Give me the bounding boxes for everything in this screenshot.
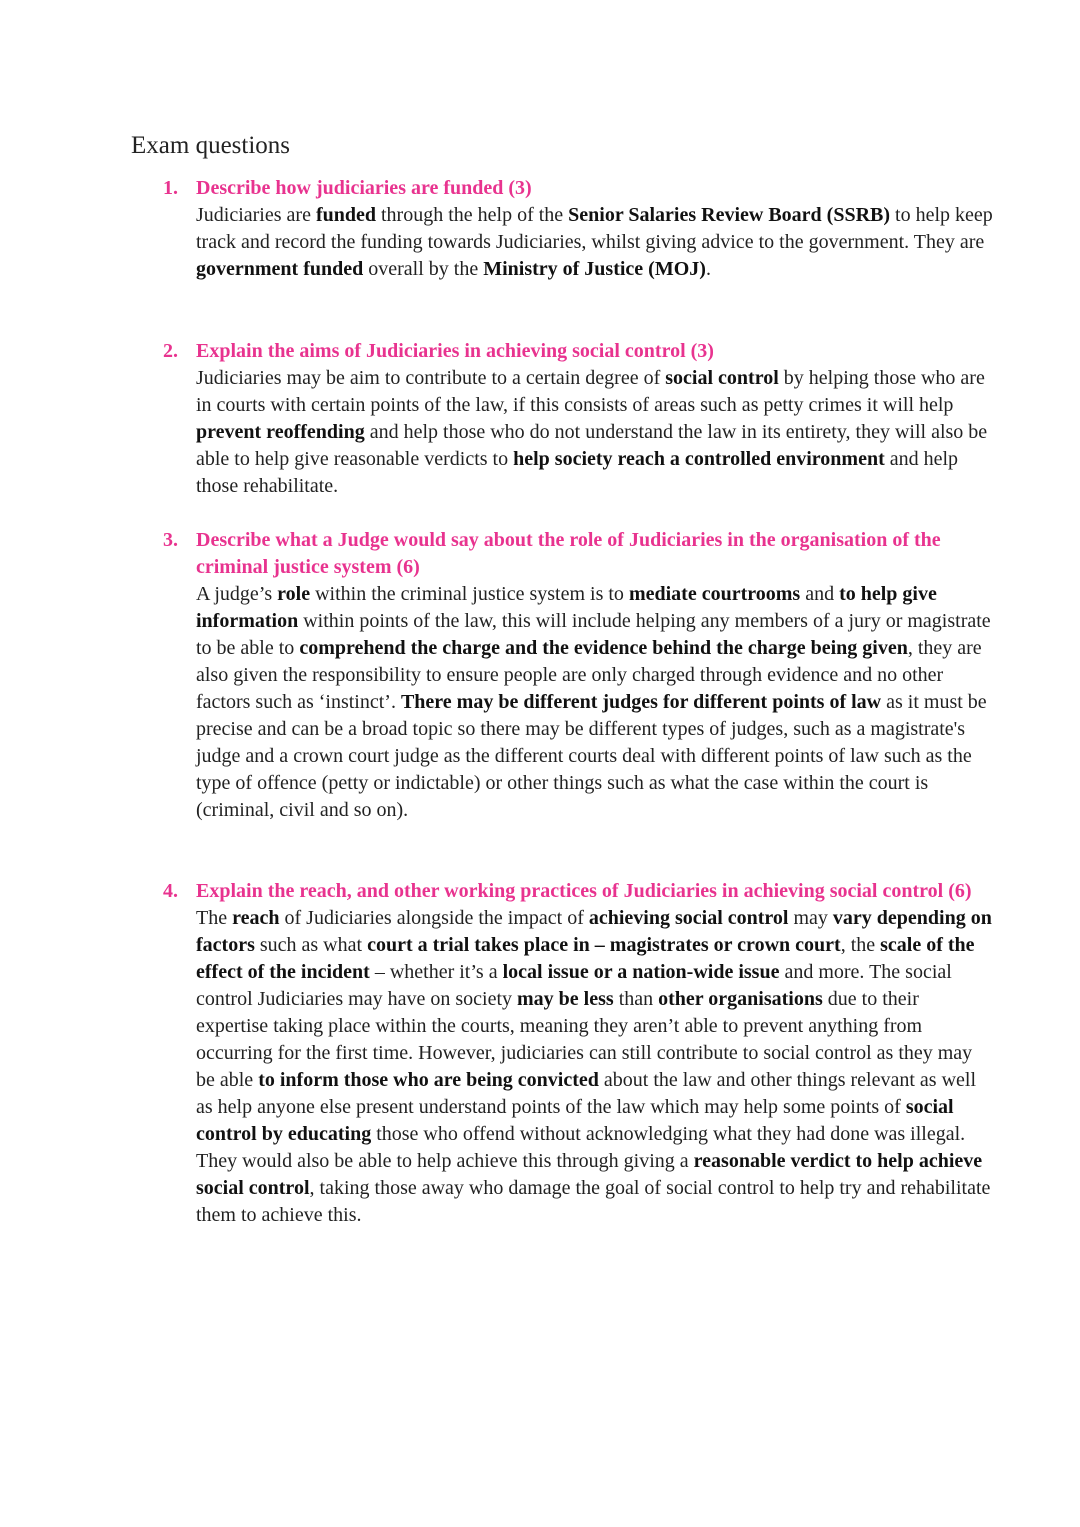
question-heading: Explain the reach, and other working practices of Judiciaries in achieving social control (6) bbox=[196, 880, 972, 902]
answer-text-run: . bbox=[705, 258, 711, 280]
question-item bbox=[163, 338, 996, 500]
answer-bold-run: comprehend the charge and the evidence behind the charge being given bbox=[299, 637, 908, 659]
answer-text-run: and help those who do not understand the law in its entirety, they will also be able to help give reasonable verdicts to bbox=[196, 421, 988, 470]
answer-text-run: A judge’s bbox=[196, 583, 278, 605]
answer-text-run: Judiciaries may be aim to contribute to a certain degree of bbox=[196, 367, 666, 389]
answer-text-run: , the bbox=[840, 934, 881, 956]
answer-text-run: such as what bbox=[254, 934, 368, 956]
answer-text-run: as it must be precise and can be a broad topic so there may be different types of judges, such as a magistrate's judge and a crown court judge as the different courts deal with different points of law such as the type of offence (petty or indictable) or other things such as what the case within the court is (criminal, civil and so on). bbox=[196, 691, 987, 821]
answer-bold-run: other organisations bbox=[658, 988, 823, 1010]
answer-bold-run: reach bbox=[232, 907, 280, 929]
question-number: 1. bbox=[163, 177, 178, 199]
answer-bold-run: may be less bbox=[517, 988, 614, 1010]
question-answer bbox=[196, 581, 996, 824]
answer-text-run: within the criminal justice system is to bbox=[310, 583, 629, 605]
answer-text-run: those who offend without acknowledging what they had done was illegal. They would also be able to help achieve this through giving a bbox=[196, 1123, 966, 1172]
answer-text-run: , taking those away who damage the goal of social control to help try and rehabilitate them to achieve this. bbox=[196, 1177, 991, 1226]
answer-text-run: and help those rehabilitate. bbox=[196, 448, 959, 497]
answer-text-run: The bbox=[196, 907, 233, 929]
answer-text-run: , they are also given the responsibility to ensure people are only charged through evidence and no other factors such as ‘instinct’. bbox=[196, 637, 982, 713]
answer-text-run: Judiciaries are bbox=[196, 204, 316, 226]
answer-bold-run: social control by educating bbox=[196, 1096, 954, 1145]
answer-bold-run: court a trial takes place in – magistrates or crown court bbox=[367, 934, 841, 956]
answer-text-run: through the help of the bbox=[375, 204, 569, 226]
question-number: 2. bbox=[163, 340, 178, 362]
question-answer bbox=[196, 202, 996, 283]
question-item bbox=[163, 878, 996, 1229]
question-item bbox=[163, 527, 996, 824]
answer-text-run: and more. The social control Judiciaries may have on society bbox=[196, 961, 952, 1010]
answer-bold-run: Senior Salaries Review Board (SSRB) bbox=[568, 204, 891, 226]
answer-bold-run: social control bbox=[665, 367, 779, 389]
answer-text-run: and bbox=[800, 583, 840, 605]
answer-text-run: may bbox=[788, 907, 833, 929]
page-title: Exam questions bbox=[131, 132, 291, 159]
answer-bold-run: vary depending on factors bbox=[196, 907, 992, 956]
question-answer bbox=[196, 905, 996, 1229]
answer-bold-run: to inform those who are being convicted bbox=[258, 1069, 599, 1091]
answer-bold-run: reasonable verdict to help achieve social control bbox=[196, 1150, 983, 1199]
answer-text-run: – whether it’s a bbox=[369, 961, 503, 983]
answer-bold-run: local issue or a nation-wide issue bbox=[502, 961, 780, 983]
question-heading: Describe what a Judge would say about the role of Judiciaries in the organisation of the criminal justice system (6) bbox=[196, 529, 941, 578]
answer-text-run: due to their expertise taking place within the courts, meaning they aren’t able to prevent anything from occurring for the first time. However, judiciaries can still contribute to social control as they may be able bbox=[196, 988, 973, 1091]
answer-text-run: than bbox=[613, 988, 659, 1010]
answer-bold-run: There may be different judges for different points of law bbox=[400, 691, 882, 713]
answer-text-run: about the law and other things relevant as well as help anyone else present understand points of the law which may help some points of bbox=[196, 1069, 977, 1118]
answer-bold-run: role bbox=[277, 583, 311, 605]
question-heading: Describe how judiciaries are funded (3) bbox=[196, 177, 532, 199]
answer-bold-run: scale of the effect of the incident bbox=[196, 934, 975, 983]
answer-bold-run: prevent reoffending bbox=[196, 421, 365, 443]
question-heading: Explain the aims of Judiciaries in achieving social control (3) bbox=[196, 340, 714, 362]
answer-text-run: within points of the law, this will include helping any members of a jury or magistrate to be able to bbox=[196, 610, 991, 659]
answer-bold-run: achieving social control bbox=[588, 907, 789, 929]
answer-bold-run: to help give information bbox=[196, 583, 937, 632]
answer-text-run: by helping those who are in courts with certain points of the law, if this consists of areas such as petty crimes it will help bbox=[196, 367, 985, 416]
question-answer bbox=[196, 365, 996, 500]
answer-bold-run: government funded bbox=[196, 258, 364, 280]
answer-bold-run: Ministry of Justice (MOJ) bbox=[483, 258, 706, 280]
question-number: 4. bbox=[163, 880, 178, 902]
question-item bbox=[163, 175, 996, 283]
question-number: 3. bbox=[163, 529, 178, 551]
answer-text-run: to help keep track and record the funding towards Judiciaries, whilst giving advice to the government. They are bbox=[196, 204, 993, 253]
answer-bold-run: mediate courtrooms bbox=[628, 583, 801, 605]
answer-bold-run: funded bbox=[315, 204, 376, 226]
answer-text-run: of Judiciaries alongside the impact of bbox=[279, 907, 589, 929]
answer-text-run: overall by the bbox=[363, 258, 484, 280]
answer-bold-run: help society reach a controlled environment bbox=[513, 448, 885, 470]
